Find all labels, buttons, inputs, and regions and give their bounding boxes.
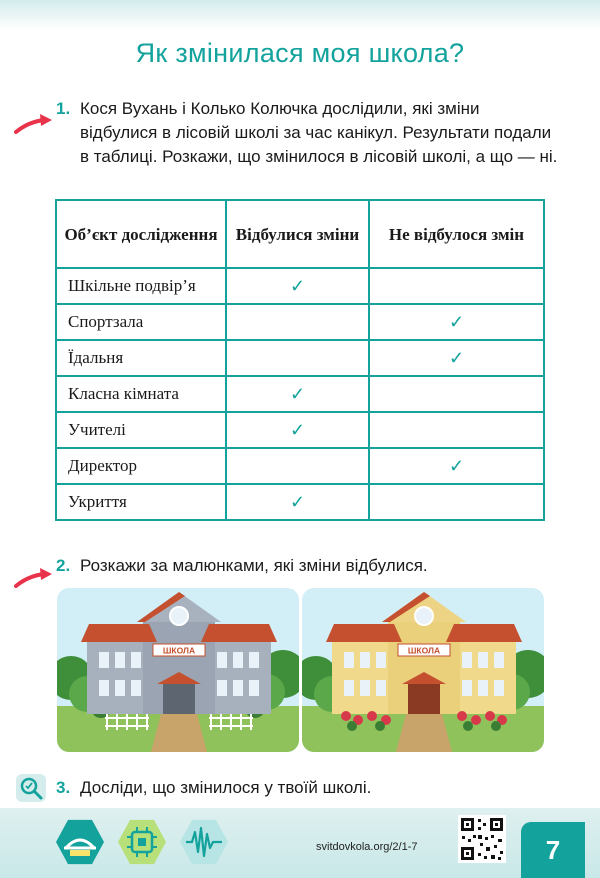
row-changed-check: ✓ [226, 484, 369, 520]
row-unchanged-check [369, 412, 544, 448]
row-changed-check [226, 448, 369, 484]
school-after-image [302, 588, 544, 752]
website-link[interactable]: svitdovkola.org/2/1-7 [316, 841, 418, 853]
pointer-arrow-icon [14, 566, 54, 588]
row-unchanged-check: ✓ [369, 448, 544, 484]
table-row [56, 376, 544, 412]
row-unchanged-check: ✓ [369, 340, 544, 376]
task-text: Досліди, що змінилося у твоїй школі. [80, 778, 372, 797]
row-unchanged-check [369, 484, 544, 520]
row-changed-check [226, 304, 369, 340]
table-row [56, 484, 544, 520]
school-sign: ШКОЛА [162, 645, 196, 656]
school-before-image [57, 588, 299, 752]
row-object: Спортзала [56, 304, 226, 340]
row-changed-check: ✓ [226, 268, 369, 304]
row-object: Учителі [56, 412, 226, 448]
task-number: 2. [56, 556, 71, 575]
magnifier-icon [16, 774, 46, 802]
row-unchanged-check: ✓ [369, 304, 544, 340]
header-object: Об’єкт дослідження [56, 200, 226, 268]
row-changed-check [226, 340, 369, 376]
table-row [56, 268, 544, 304]
table-row [56, 412, 544, 448]
row-object: Класна кімната [56, 376, 226, 412]
row-object: Шкільне подвір’я [56, 268, 226, 304]
table-row [56, 340, 544, 376]
row-object: Директор [56, 448, 226, 484]
school-sign: ШКОЛА [407, 645, 441, 656]
task-text: Розкажи за малюнками, які зміни відбулися. [80, 556, 428, 575]
header-unchanged: Не відбулося змін [369, 200, 544, 268]
qr-code-icon[interactable] [458, 815, 506, 863]
header-changed: Відбулися зміни [226, 200, 369, 268]
row-unchanged-check [369, 268, 544, 304]
task-number: 3. [56, 778, 71, 797]
task-text: Кося Вухань і Колько Колючка дослідили, які зміни відбулися в лісовій школі за час канікул. Результати подали в таблиці. Розкажи, що змінилося в лісовій школі, а що — ні. [80, 99, 558, 166]
table-header-row [56, 200, 544, 268]
row-object: Їдальня [56, 340, 226, 376]
task-number: 1. [56, 99, 71, 118]
row-object: Укриття [56, 484, 226, 520]
research-table [55, 199, 545, 521]
pointer-arrow-icon [14, 112, 54, 134]
page-title: Як змінилася моя школа? [135, 38, 465, 68]
table-row [56, 304, 544, 340]
row-changed-check: ✓ [226, 376, 369, 412]
page-number: 7 [521, 822, 585, 878]
row-changed-check: ✓ [226, 412, 369, 448]
top-band [0, 0, 600, 30]
row-unchanged-check [369, 376, 544, 412]
table-row [56, 448, 544, 484]
